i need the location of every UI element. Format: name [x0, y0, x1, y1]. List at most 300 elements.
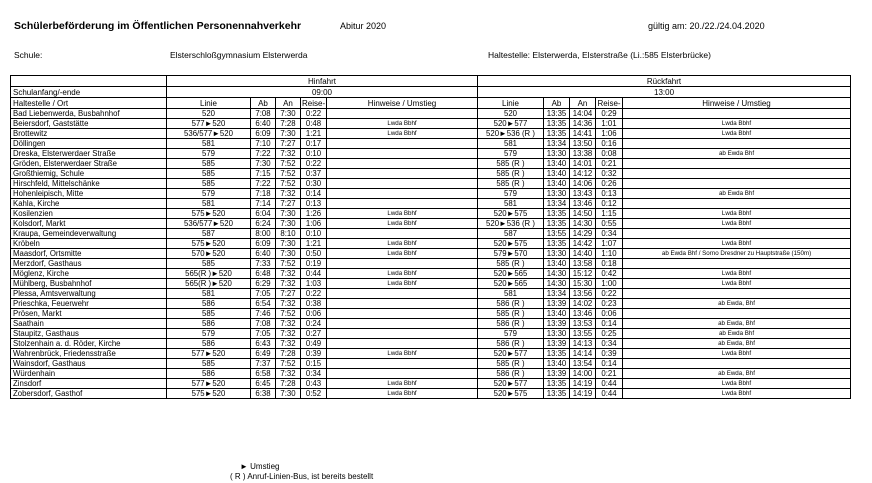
return-note: Lwda Bbhf: [623, 119, 851, 129]
outbound-travel-time: 0:10: [301, 149, 327, 159]
return-line: 520►575: [478, 389, 544, 399]
outbound-travel-time: 0:49: [301, 339, 327, 349]
outbound-arr-time: 7:32: [276, 299, 301, 309]
table-row: [11, 239, 851, 249]
return-line: 586 (R ): [478, 369, 544, 379]
outbound-dep-time: 7:22: [251, 149, 276, 159]
outbound-note: [327, 359, 478, 369]
return-arr-time: 14:01: [570, 159, 596, 169]
return-arr-time: 14:40: [570, 249, 596, 259]
return-arr-time: 14:19: [570, 379, 596, 389]
outbound-travel-time: 0:19: [301, 259, 327, 269]
outbound-travel-time: 1:21: [301, 129, 327, 139]
table-row: [11, 299, 851, 309]
return-line: 585 (R ): [478, 159, 544, 169]
outbound-line: 536/577►520: [167, 129, 251, 139]
stop-name: Prieschka, Feuerwehr: [11, 299, 167, 309]
return-travel-time: 0:12: [596, 199, 623, 209]
outbound-note: [327, 339, 478, 349]
return-dep-time: 13:40: [544, 169, 570, 179]
return-dep-time: 13:39: [544, 369, 570, 379]
outbound-dep-time: 6:40: [251, 249, 276, 259]
outbound-line: 585: [167, 309, 251, 319]
stop-name: Kröbeln: [11, 239, 167, 249]
legend-transfer: ► Umstieg: [240, 462, 280, 471]
schedule-row: [11, 87, 851, 98]
return-travel-time: 0:34: [596, 229, 623, 239]
outbound-dep-time: 8:00: [251, 229, 276, 239]
outbound-travel-time: 0:37: [301, 169, 327, 179]
outbound-arr-time: 7:32: [276, 189, 301, 199]
return-line: 586 (R ): [478, 299, 544, 309]
outbound-line: 581: [167, 199, 251, 209]
table-row: [11, 199, 851, 209]
stop-name: Beiersdorf, Gaststätte: [11, 119, 167, 129]
outbound-arr-time: 7:30: [276, 239, 301, 249]
return-dep-time: 13:34: [544, 139, 570, 149]
outbound-note: Lwda Bbhf: [327, 209, 478, 219]
table-row: [11, 129, 851, 139]
outbound-arr-time: 7:32: [276, 319, 301, 329]
table-row: [11, 329, 851, 339]
return-arr-time: 14:04: [570, 109, 596, 119]
outbound-dep-time: 6:09: [251, 129, 276, 139]
outbound-travel-time: 1:06: [301, 219, 327, 229]
return-dep-time: 13:35: [544, 129, 570, 139]
outbound-travel-time: 0:22: [301, 159, 327, 169]
stop-name: Brottewitz: [11, 129, 167, 139]
col-travel-return: Reise-: [597, 98, 621, 108]
outbound-line: 536/577►520: [167, 219, 251, 229]
return-arr-time: 13:53: [570, 319, 596, 329]
table-row: [11, 139, 851, 149]
outbound-travel-time: 0:48: [301, 119, 327, 129]
return-arr-time: 14:14: [570, 349, 596, 359]
outbound-line: 581: [167, 139, 251, 149]
return-arr-time: 14:13: [570, 339, 596, 349]
return-dep-time: 13:35: [544, 379, 570, 389]
outbound-line: 575►520: [167, 239, 251, 249]
outbound-line: 586: [167, 319, 251, 329]
outbound-line: 585: [167, 159, 251, 169]
return-note: [623, 169, 851, 179]
outbound-travel-time: 0:44: [301, 269, 327, 279]
return-line: 579: [478, 149, 544, 159]
return-arr-time: 14:29: [570, 229, 596, 239]
outbound-note: [327, 329, 478, 339]
return-travel-time: 1:10: [596, 249, 623, 259]
return-travel-time: 0:55: [596, 219, 623, 229]
stop-name: Wahrenbrück, Friedensstraße: [11, 349, 167, 359]
return-line: 520►536 (R ): [478, 129, 544, 139]
table-row: [11, 379, 851, 389]
return-note: ab Ewda Bhf / Sorno Dresdner zu Hauptstraße (150m): [623, 249, 851, 259]
stop-name: Prösen, Markt: [11, 309, 167, 319]
return-line: 579: [478, 329, 544, 339]
outbound-travel-time: 0:50: [301, 249, 327, 259]
table-row: [11, 339, 851, 349]
outbound-dep-time: 7:05: [251, 289, 276, 299]
return-travel-time: 0:14: [596, 359, 623, 369]
outbound-line: 579: [167, 149, 251, 159]
outbound-line: 565(R )►520: [167, 269, 251, 279]
return-arr-time: 14:00: [570, 369, 596, 379]
outbound-line: 586: [167, 369, 251, 379]
outbound-arr-time: 7:32: [276, 149, 301, 159]
outbound-travel-time: 0:13: [301, 199, 327, 209]
return-arr-time: 13:54: [570, 359, 596, 369]
stop-name: Hirschfeld, Mittelschänke: [11, 179, 167, 189]
outbound-dep-time: 7:46: [251, 309, 276, 319]
return-header: Rückfahrt: [478, 76, 851, 87]
outbound-line: 520: [167, 109, 251, 119]
return-dep-time: 13:39: [544, 299, 570, 309]
return-dep-time: 13:39: [544, 319, 570, 329]
outbound-line: 579: [167, 189, 251, 199]
return-line: 586 (R ): [478, 339, 544, 349]
outbound-travel-time: 1:26: [301, 209, 327, 219]
return-note: [623, 109, 851, 119]
outbound-dep-time: 6:54: [251, 299, 276, 309]
validity-date: gültig am: 20./22./24.04.2020: [648, 21, 765, 31]
outbound-line: 575►520: [167, 389, 251, 399]
table-row: [11, 209, 851, 219]
outbound-arr-time: 7:28: [276, 379, 301, 389]
column-header-row: [11, 98, 851, 109]
table-row: [11, 179, 851, 189]
legend: [230, 462, 373, 482]
return-note: [623, 289, 851, 299]
return-arr-time: 13:58: [570, 259, 596, 269]
outbound-travel-time: 0:39: [301, 349, 327, 359]
stop-name: Zinsdorf: [11, 379, 167, 389]
return-travel-time: 0:25: [596, 329, 623, 339]
return-dep-time: 13:34: [544, 289, 570, 299]
table-row: [11, 349, 851, 359]
return-dep-time: 13:35: [544, 209, 570, 219]
return-arr-time: 15:12: [570, 269, 596, 279]
return-dep-time: 13:35: [544, 109, 570, 119]
outbound-note: [327, 259, 478, 269]
col-arr-return: An: [570, 98, 596, 109]
outbound-line: 577►520: [167, 349, 251, 359]
outbound-line: 586: [167, 299, 251, 309]
outbound-travel-time: 0:22: [301, 289, 327, 299]
corner-cell: [11, 76, 167, 87]
return-line: 585 (R ): [478, 169, 544, 179]
outbound-arr-time: 7:32: [276, 369, 301, 379]
return-note: Lwda Bbhf: [623, 389, 851, 399]
return-note: ab Ewda, Bhf: [623, 319, 851, 329]
return-dep-time: 14:30: [544, 269, 570, 279]
outbound-note: [327, 149, 478, 159]
return-arr-time: 14:41: [570, 129, 596, 139]
return-dep-time: 13:35: [544, 349, 570, 359]
return-line: 579►570: [478, 249, 544, 259]
return-line: 579: [478, 189, 544, 199]
outbound-arr-time: 7:30: [276, 249, 301, 259]
outbound-dep-time: 6:43: [251, 339, 276, 349]
outbound-arr-time: 7:28: [276, 349, 301, 359]
return-travel-time: 0:21: [596, 159, 623, 169]
outbound-travel-time: 0:22: [301, 109, 327, 119]
outbound-note: Lwda Bbhf: [327, 119, 478, 129]
outbound-line: 585: [167, 179, 251, 189]
outbound-line: 587: [167, 229, 251, 239]
outbound-dep-time: 6:38: [251, 389, 276, 399]
outbound-dep-time: 6:09: [251, 239, 276, 249]
stop-name: Wainsdorf, Gasthaus: [11, 359, 167, 369]
return-line: 520►577: [478, 119, 544, 129]
return-dep-time: 13:34: [544, 199, 570, 209]
return-travel-time: 0:18: [596, 259, 623, 269]
outbound-travel-time: 0:27: [301, 329, 327, 339]
outbound-note: [327, 309, 478, 319]
outbound-dep-time: 7:30: [251, 159, 276, 169]
table-row: [11, 189, 851, 199]
return-dep-time: 13:30: [544, 329, 570, 339]
return-line: 585 (R ): [478, 179, 544, 189]
return-note: ab Ewda, Bhf: [623, 299, 851, 309]
return-note: [623, 139, 851, 149]
outbound-dep-time: 7:08: [251, 109, 276, 119]
col-notes: Hinweise / Umstieg: [327, 98, 478, 109]
outbound-note: [327, 159, 478, 169]
outbound-note: Lwda Bbhf: [327, 349, 478, 359]
outbound-dep-time: 7:22: [251, 179, 276, 189]
return-dep-time: 13:39: [544, 339, 570, 349]
return-line: 520►565: [478, 269, 544, 279]
outbound-note: [327, 179, 478, 189]
return-travel-time: 0:08: [596, 149, 623, 159]
table-row: [11, 149, 851, 159]
outbound-note: [327, 229, 478, 239]
outbound-line: 577►520: [167, 119, 251, 129]
return-travel-time: 1:00: [596, 279, 623, 289]
outbound-line: 579: [167, 329, 251, 339]
return-line: 581: [478, 289, 544, 299]
outbound-arr-time: 7:27: [276, 289, 301, 299]
return-dep-time: 13:40: [544, 259, 570, 269]
school-name: Elsterschloßgymnasium Elsterwerda: [170, 50, 308, 60]
return-line: 520►536 (R ): [478, 219, 544, 229]
outbound-arr-time: 7:30: [276, 209, 301, 219]
return-note: [623, 159, 851, 169]
return-arr-time: 13:43: [570, 189, 596, 199]
return-line: 585 (R ): [478, 259, 544, 269]
outbound-travel-time: 1:03: [301, 279, 327, 289]
return-dep-time: 13:30: [544, 149, 570, 159]
return-dep-time: 13:40: [544, 179, 570, 189]
return-travel-time: 0:29: [596, 109, 623, 119]
stop-name: Gröden, Elsterwerdaer Straße: [11, 159, 167, 169]
outbound-dep-time: 7:18: [251, 189, 276, 199]
outbound-dep-time: 7:05: [251, 329, 276, 339]
outbound-note: [327, 369, 478, 379]
outbound-note: [327, 319, 478, 329]
col-line-return: Linie: [478, 98, 544, 109]
outbound-note: [327, 199, 478, 209]
outbound-dep-time: 7:37: [251, 359, 276, 369]
table-row: [11, 119, 851, 129]
table-row: [11, 279, 851, 289]
return-note: ab Ewda Bhf: [623, 189, 851, 199]
return-line: 520►575: [478, 209, 544, 219]
legend-on-call-bus: ( R ) Anruf-Linien-Bus, ist bereits bestellt: [230, 472, 374, 481]
stop-info: Haltestelle: Elsterwerda, Elsterstraße (Li.:585 Elsterbrücke): [488, 50, 711, 60]
return-arr-time: 14:06: [570, 179, 596, 189]
outbound-arr-time: 7:52: [276, 179, 301, 189]
outbound-arr-time: 7:52: [276, 159, 301, 169]
outbound-dep-time: 6:45: [251, 379, 276, 389]
return-note: Lwda Bbhf: [623, 379, 851, 389]
outbound-note: Lwda Bbhf: [327, 239, 478, 249]
return-note: ab Ewda Bhf: [623, 329, 851, 339]
outbound-dep-time: 6:49: [251, 349, 276, 359]
outbound-travel-time: 1:21: [301, 239, 327, 249]
outbound-time: 09:00: [167, 87, 478, 98]
return-travel-time: 0:32: [596, 169, 623, 179]
outbound-header: Hinfahrt: [167, 76, 478, 87]
return-arr-time: 14:50: [570, 209, 596, 219]
school-label: Schule:: [14, 50, 43, 60]
return-arr-time: 13:50: [570, 139, 596, 149]
stop-name: Würdenhain: [11, 369, 167, 379]
return-travel-time: 0:34: [596, 339, 623, 349]
outbound-note: Lwda Bbhf: [327, 389, 478, 399]
outbound-dep-time: 6:29: [251, 279, 276, 289]
return-arr-time: 14:30: [570, 219, 596, 229]
table-row: [11, 269, 851, 279]
return-travel-time: 0:42: [596, 269, 623, 279]
outbound-note: [327, 139, 478, 149]
return-dep-time: 13:35: [544, 119, 570, 129]
return-arr-time: 14:36: [570, 119, 596, 129]
outbound-line: 585: [167, 169, 251, 179]
return-travel-time: 0:44: [596, 389, 623, 399]
outbound-line: 585: [167, 259, 251, 269]
return-note: Lwda Bbhf: [623, 239, 851, 249]
return-line: 587: [478, 229, 544, 239]
return-travel-time: 1:01: [596, 119, 623, 129]
return-travel-time: 1:15: [596, 209, 623, 219]
outbound-arr-time: 7:30: [276, 219, 301, 229]
stop-name: Merzdorf, Gasthaus: [11, 259, 167, 269]
return-line: 520►575: [478, 239, 544, 249]
outbound-arr-time: 7:52: [276, 259, 301, 269]
outbound-travel-time: 0:14: [301, 189, 327, 199]
return-note: [623, 229, 851, 239]
col-notes-return: Hinweise / Umstieg: [623, 98, 851, 109]
outbound-arr-time: 7:32: [276, 329, 301, 339]
table-row: [11, 219, 851, 229]
return-line: 581: [478, 139, 544, 149]
outbound-dep-time: 7:15: [251, 169, 276, 179]
outbound-arr-time: 7:30: [276, 389, 301, 399]
col-stop: Haltestelle / Ort: [11, 98, 167, 109]
return-travel-time: 0:26: [596, 179, 623, 189]
outbound-travel-time: 0:06: [301, 309, 327, 319]
col-travel: Reise-: [302, 98, 326, 108]
outbound-note: Lwda Bbhf: [327, 219, 478, 229]
table-row: [11, 169, 851, 179]
return-dep-time: 13:55: [544, 229, 570, 239]
stop-name: Kosilenzien: [11, 209, 167, 219]
return-arr-time: 13:56: [570, 289, 596, 299]
return-arr-time: 15:30: [570, 279, 596, 289]
col-line: Linie: [167, 98, 251, 109]
outbound-dep-time: 7:14: [251, 199, 276, 209]
return-arr-time: 14:19: [570, 389, 596, 399]
return-dep-time: 13:40: [544, 159, 570, 169]
outbound-dep-time: 6:04: [251, 209, 276, 219]
return-note: [623, 359, 851, 369]
outbound-arr-time: 7:32: [276, 279, 301, 289]
return-travel-time: 0:39: [596, 349, 623, 359]
return-line: 585 (R ): [478, 359, 544, 369]
outbound-travel-time: 0:52: [301, 389, 327, 399]
outbound-dep-time: 7:10: [251, 139, 276, 149]
outbound-arr-time: 8:10: [276, 229, 301, 239]
table-row: [11, 389, 851, 399]
direction-header-row: [11, 76, 851, 87]
stop-name: Stolzenhain a. d. Röder, Kirche: [11, 339, 167, 349]
return-note: ab Ewda, Bhf: [623, 369, 851, 379]
return-arr-time: 13:46: [570, 199, 596, 209]
outbound-note: Lwda Bbhf: [327, 379, 478, 389]
stop-name: Dreska, Elsterwerdaer Straße: [11, 149, 167, 159]
outbound-arr-time: 7:52: [276, 359, 301, 369]
return-dep-time: 13:35: [544, 239, 570, 249]
outbound-dep-time: 6:58: [251, 369, 276, 379]
return-travel-time: 1:06: [596, 129, 623, 139]
table-row: [11, 109, 851, 119]
timetable: [10, 75, 851, 399]
outbound-arr-time: 7:30: [276, 109, 301, 119]
outbound-travel-time: 0:17: [301, 139, 327, 149]
col-dep: Ab: [251, 98, 276, 109]
stop-name: Möglenz, Kirche: [11, 269, 167, 279]
return-travel-time: 0:14: [596, 319, 623, 329]
return-line: 586 (R ): [478, 319, 544, 329]
table-row: [11, 309, 851, 319]
return-note: Lwda Bbhf: [623, 219, 851, 229]
stop-name: Maasdorf, Ortsmitte: [11, 249, 167, 259]
return-line: 585 (R ): [478, 309, 544, 319]
outbound-dep-time: 7:33: [251, 259, 276, 269]
return-note: ab Ewda Bhf: [623, 149, 851, 159]
table-row: [11, 289, 851, 299]
table-row: [11, 259, 851, 269]
return-dep-time: 13:35: [544, 389, 570, 399]
return-note: ab Ewda, Bhf: [623, 339, 851, 349]
return-note: [623, 179, 851, 189]
outbound-arr-time: 7:52: [276, 169, 301, 179]
return-dep-time: 13:40: [544, 309, 570, 319]
col-arr: An: [276, 98, 301, 109]
stop-name: Saathain: [11, 319, 167, 329]
outbound-note: [327, 169, 478, 179]
return-dep-time: 13:30: [544, 189, 570, 199]
outbound-line: 581: [167, 289, 251, 299]
outbound-line: 565(R )►520: [167, 279, 251, 289]
col-dep-return: Ab: [544, 98, 570, 109]
return-note: [623, 199, 851, 209]
outbound-arr-time: 7:52: [276, 309, 301, 319]
return-travel-time: 1:07: [596, 239, 623, 249]
outbound-dep-time: 7:08: [251, 319, 276, 329]
outbound-note: [327, 299, 478, 309]
